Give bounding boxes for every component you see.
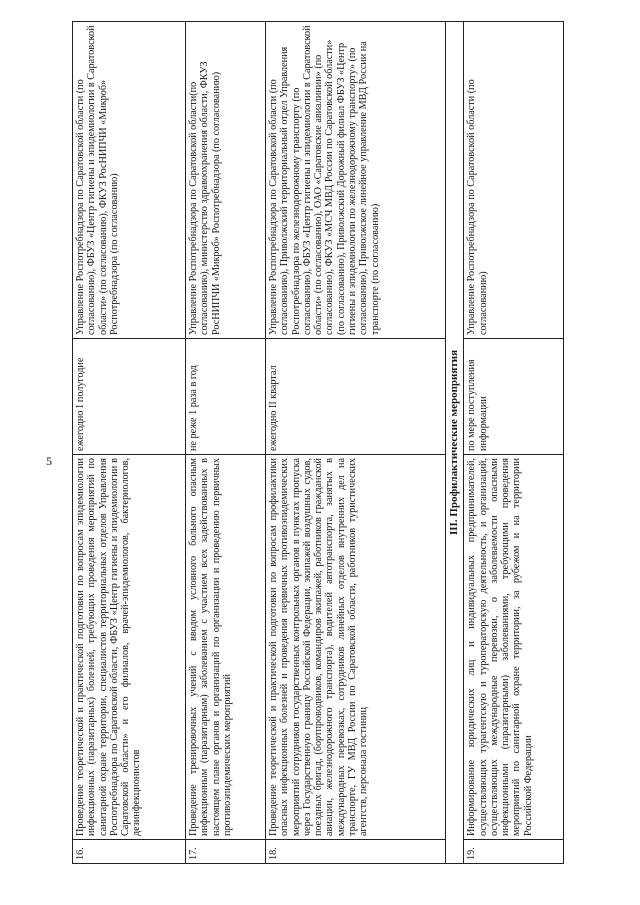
event-cell: Проведение теоретической и практической подготовки по вопросам эпидемиологии инфекционных (паразитарных) болезней, требующих проведения мероприятий по санитарной охране территории, специалистов территориальных отделов Управления Роспотребнадзора по Саратовской области, ФБУЗ «Центр гигиены и эпидемиологии в Саратовской области» и его филиалов, врачей-эпидемиологов, бактериологов, дезинфекционистов <box>73 455 186 840</box>
row-number: 16. <box>73 840 186 864</box>
period-cell: не реже 1 раза в год <box>186 339 266 455</box>
rotated-table-wrapper <box>72 22 620 864</box>
period-cell: ежегодно II квартал <box>266 339 446 455</box>
event-cell: Информирование юридических лиц и индивидуальных предпринимателей, осуществляющих турагентскую и туроператорскую деятельность, и организаций, осуществляющих международные перевозки, о заболеваемости опасными инфекционными (паразитарными) заболеваниями, требующими проведения мероприятий по санитарной охране территории, за рубежом и на территории Российской Федерации <box>464 455 564 840</box>
row-number: 19. <box>464 840 564 864</box>
section-heading: III. Профилактические мероприятия <box>446 22 464 864</box>
page-number: 5 <box>46 454 52 468</box>
executors-cell: Управление Роспотребнадзора по Саратовской области(по согласованию), министерство здравоохранения области, ФКУЗ РосНИПЧИ «Микроб» Роспотребнадзора (по согласованию) <box>186 22 266 339</box>
event-cell: Проведение теоретической и практической подготовки по вопросам профилактики опасных инфекционных болезней и проведения первичных противоэпидемических мероприятий сотрудников государственных контрольных органов в пунктах пропуска через Государственную границу Российской Федерации, экипажей воздушных судов, поездных бригад, (бортпроводников, командиров экипажей, работников гражданской авиации, железнодорожного транспорта), водителей автотранспорта, занятых в международных перевозках, сотрудников линейных отделов внутренних дел на транспорте, ГУ МВД России по Саратовской области, работников туристических агентств, персонала гостиниц <box>266 455 446 840</box>
table-row <box>186 22 266 864</box>
table-row <box>464 22 564 864</box>
table-row <box>73 22 186 864</box>
event-cell: Проведение тренировочных учений с вводом условного больного опасным инфекционным (паразитарным) заболеванием с участием всех задействованных в настоящем плане органов и организаций по организации и проведению первичных противоэпидемических мероприятий <box>186 455 266 840</box>
plan-table <box>72 21 564 864</box>
executors-cell: Управление Роспотребнадзора по Саратовской области (по согласованию) <box>464 22 564 339</box>
table-row <box>266 22 446 864</box>
executors-cell: Управление Роспотребнадзора по Саратовской области (по согласованию), ФБУЗ «Центр гигиены и эпидемиологии в Саратовской области» (по согласованию), ФКУЗ РосНИПЧИ «Микроб» Роспотребнадзора (по согласованию) <box>73 22 186 339</box>
row-number: 17. <box>186 840 266 864</box>
period-cell: ежегодно I полугодие <box>73 339 186 455</box>
row-number: 18. <box>266 840 446 864</box>
period-cell: по мере поступления информации <box>464 339 564 455</box>
section-row <box>446 22 464 864</box>
executors-cell: Управление Роспотребнадзора по Саратовской области (по согласованию), Приволжский территориальный отдел Управления Роспотребнадзора по железнодорожному транспорту (по согласованию), ФБУЗ «Центр гигиены и эпидемиологии в Саратовской области» (по согласованию), ОАО «Саратовские авиалинии» (по согласованию), ФКУЗ «МСЧ МВД России по Саратовской области» (по согласованию), Приволжский Дорожный филиал ФБУЗ «Центр гигиены и эпидемиологии по железнодорожному транспорту» (по согласованию), Приволжское линейное управление МВД России на транспорте (по согласованию) <box>266 22 446 339</box>
